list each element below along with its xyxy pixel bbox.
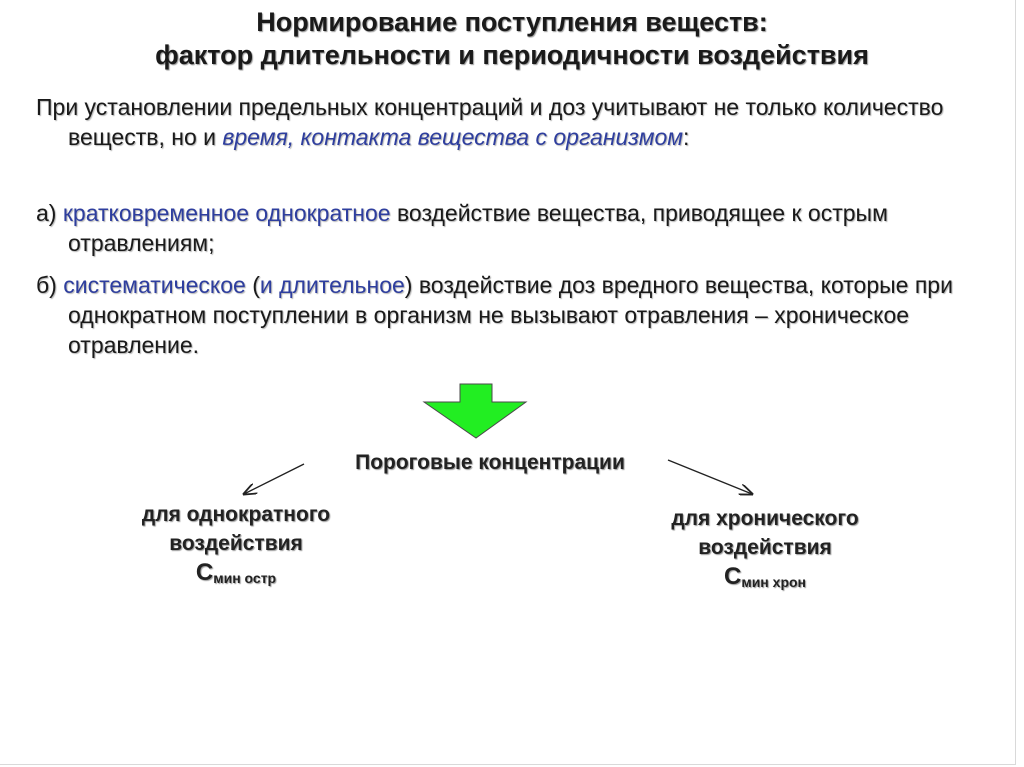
- chronic-exposure-line-2: воздействия: [698, 536, 832, 559]
- intro-text-start: При установлении предельных концентраций и доз учитывают не только количество веществ, но и: [36, 94, 944, 150]
- chronic-marker: б): [36, 272, 64, 298]
- chronic-text-mid: (: [245, 272, 260, 298]
- title-line-1: Нормирование поступления веществ:: [256, 7, 768, 37]
- single-exposure-block: [76, 500, 396, 590]
- intro-text-end: :: [683, 124, 690, 150]
- threshold-concentrations-label: Пороговые концентрации: [355, 451, 625, 474]
- single-exposure-line-1: для однократного: [141, 503, 331, 526]
- chronic-text-end: ) воздействие доз вредного вещества, которые при однократном поступлении в организм не вызывают отравления – хроническое отравление.: [68, 272, 953, 358]
- chronic-highlight-1: систематическое: [63, 272, 246, 298]
- c-min-acute: [76, 558, 396, 590]
- single-exposure-line-2: воздействия: [169, 532, 303, 555]
- paragraph-acute: [36, 198, 1018, 258]
- chronic-highlight-2: и длительное: [259, 272, 405, 298]
- c-min-chronic-subscript: мин хрон: [741, 574, 806, 590]
- c-min-chronic: [605, 562, 925, 594]
- c-min-acute-subscript: мин остр: [213, 570, 277, 586]
- c-min-acute-symbol: С: [195, 559, 214, 586]
- c-min-chronic-symbol: С: [724, 563, 742, 590]
- intro-highlight: время, контакта вещества с организмом: [222, 124, 684, 150]
- acute-text-end: воздействие вещества, приводящее к острым отравлениям;: [68, 200, 888, 256]
- acute-highlight: кратковременное однократное: [62, 200, 391, 226]
- down-arrow-icon: [420, 382, 530, 440]
- acute-marker: а): [36, 200, 63, 226]
- paragraph-chronic: [36, 270, 1018, 360]
- slide-title: [0, 6, 1024, 72]
- paragraph-intro: [36, 92, 1018, 152]
- chronic-exposure-line-1: для хронического: [671, 507, 859, 530]
- chronic-exposure-block: [605, 504, 925, 594]
- title-line-2: фактор длительности и периодичности воздействия: [155, 40, 869, 70]
